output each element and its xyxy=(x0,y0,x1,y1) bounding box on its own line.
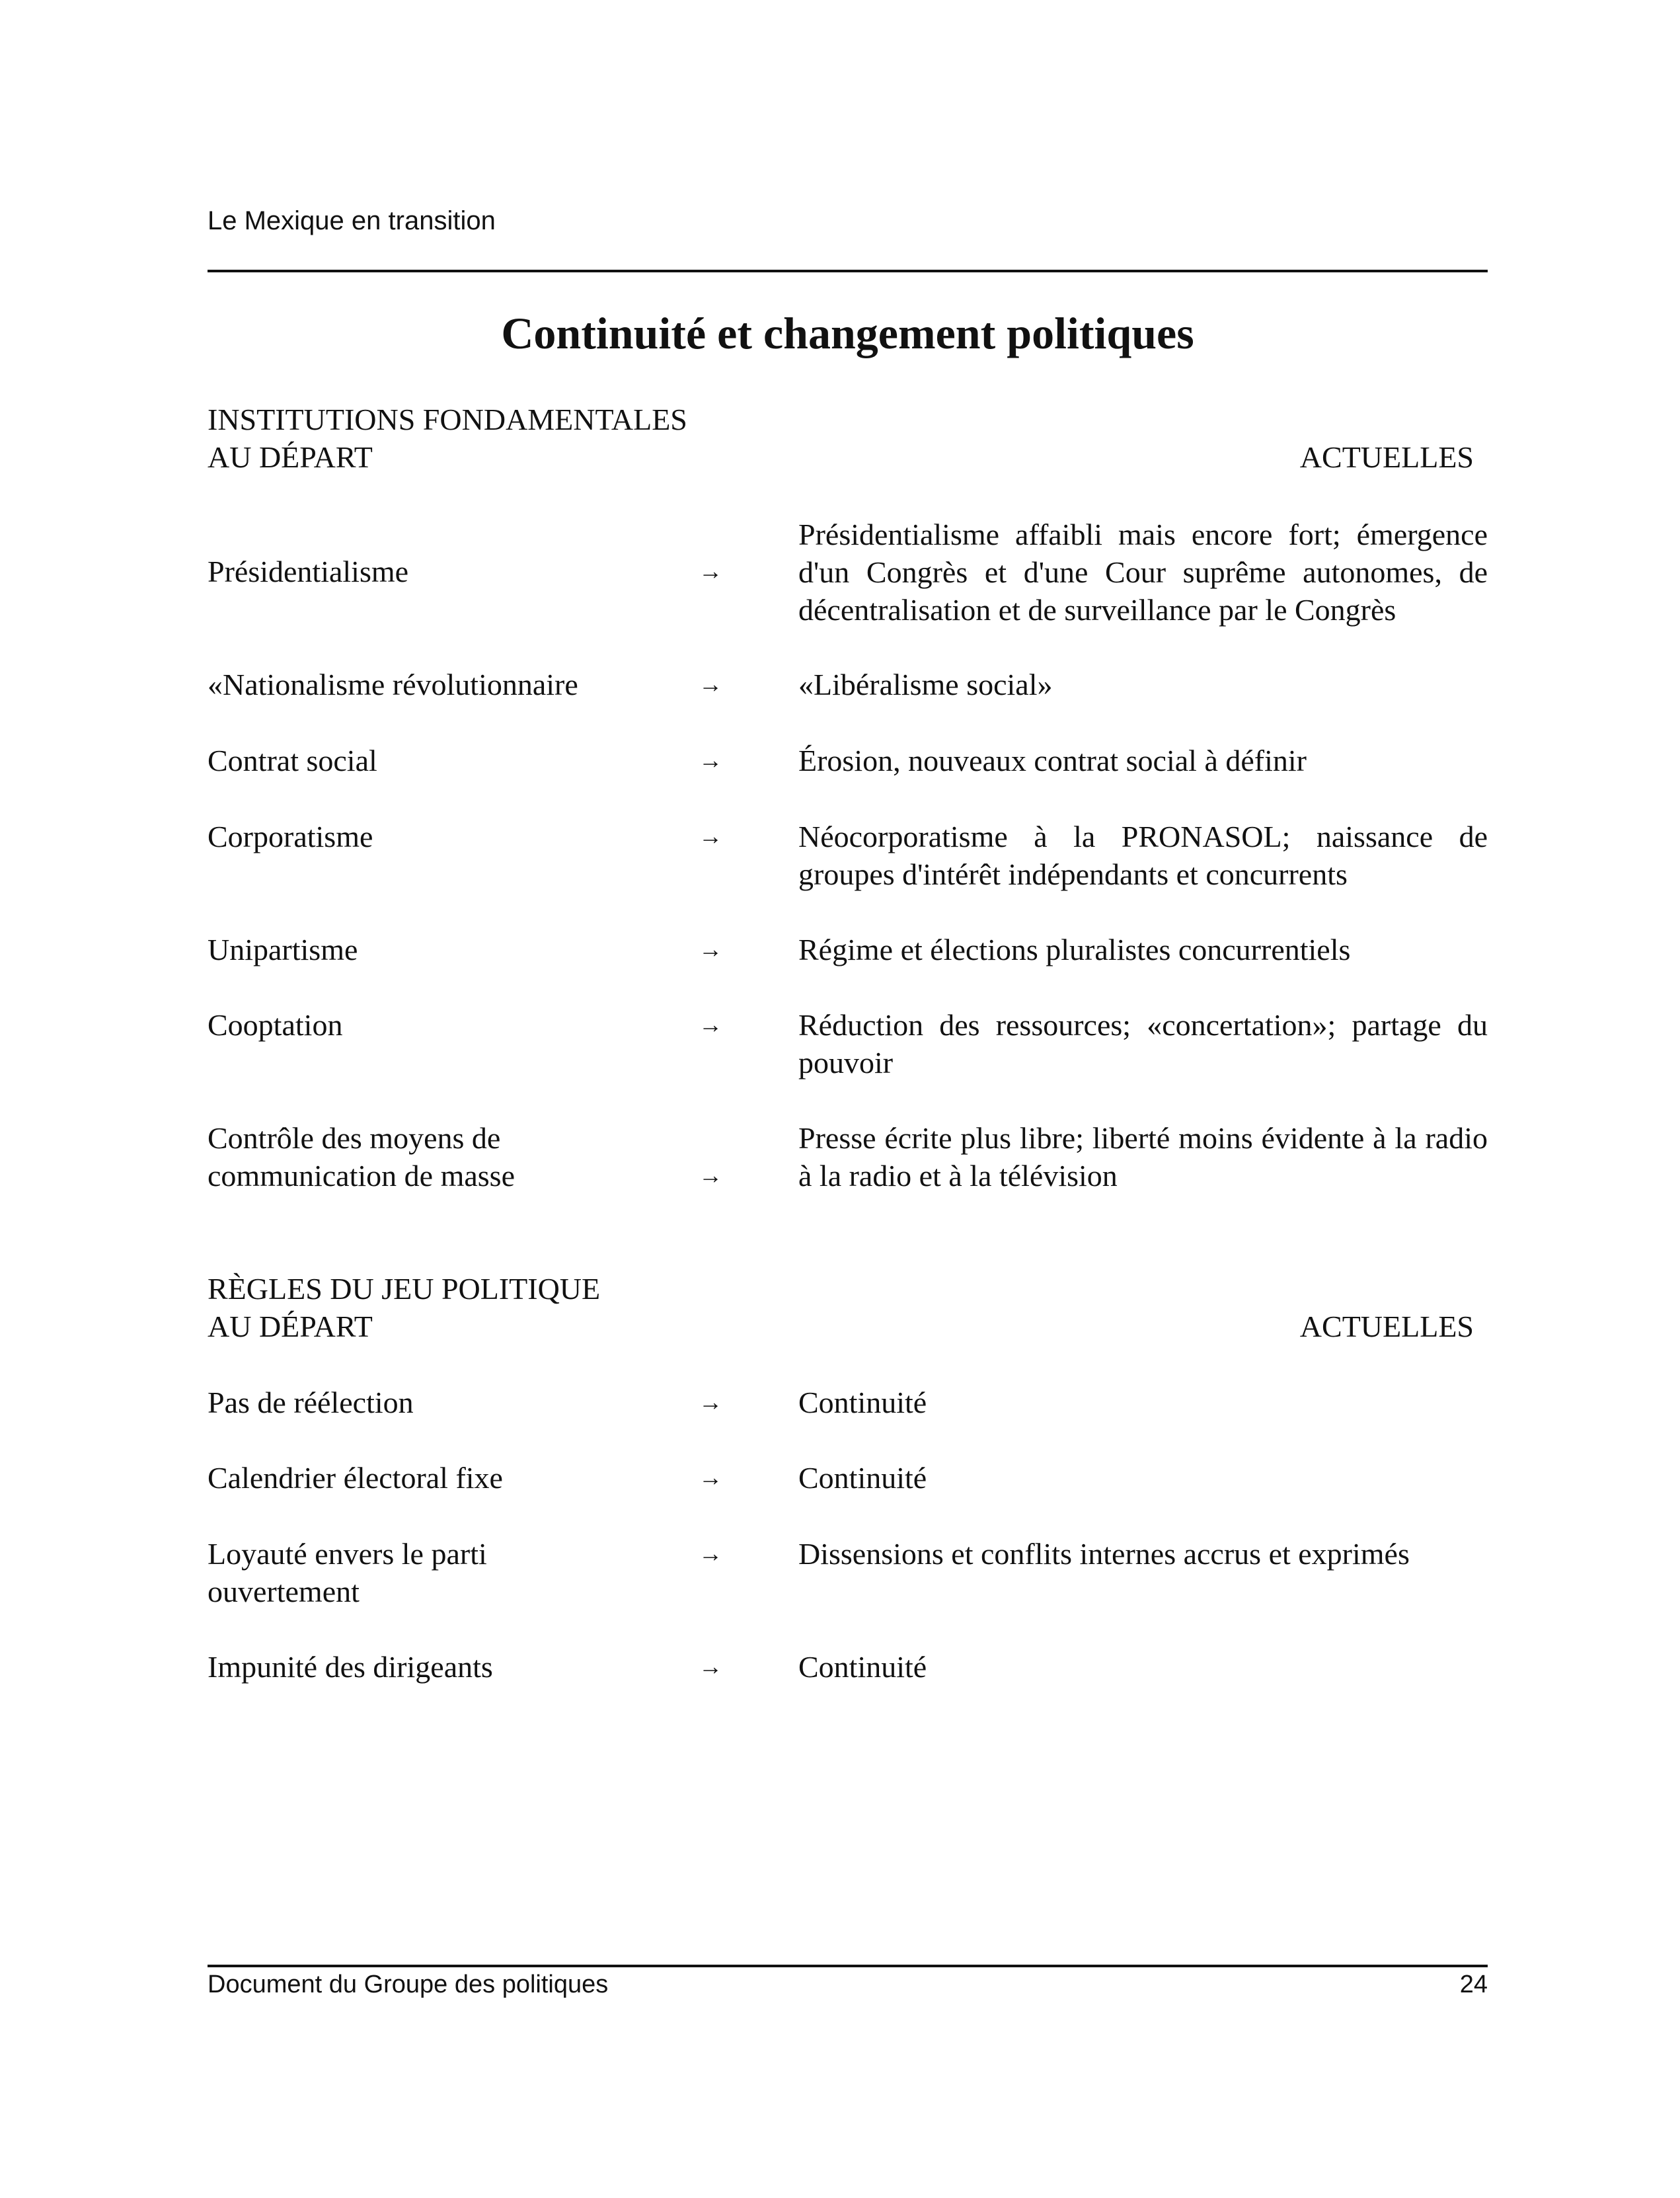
regles-heading-line2: AU DÉPART xyxy=(208,1310,373,1343)
institution-left-nationalisme: «Nationalisme révolutionnaire xyxy=(208,668,578,701)
institution-right-controle-medias: Presse écrite plus libre; liberté moins évidente à la radio à la radio et à la télévision xyxy=(798,1121,1488,1193)
header-rule xyxy=(208,270,1488,272)
arrow-icon: → xyxy=(699,1389,722,1415)
institution-right-cooptation: Réduction des ressources; «concertation»; partage du pouvoir xyxy=(798,1008,1488,1079)
arrow-icon: → xyxy=(699,1011,722,1038)
institution-left-contrat-social: Contrat social xyxy=(208,744,377,777)
regle-right-loyaute: Dissensions et conflits internes accrus et exprimés xyxy=(798,1537,1410,1571)
institution-left-cooptation: Cooptation xyxy=(208,1008,343,1042)
regles-right-heading: ACTUELLES xyxy=(1299,1310,1474,1343)
regle-left-loyaute: Loyauté envers le parti ouvertement xyxy=(208,1537,487,1608)
arrow-icon: → xyxy=(699,1540,722,1567)
page-title: Continuité et changement politiques xyxy=(501,308,1194,358)
regle-left-impunite: Impunité des dirigeants xyxy=(208,1650,493,1684)
arrow-icon: → xyxy=(699,1653,722,1680)
footer-rule xyxy=(208,1965,1488,1967)
regle-right-calendrier: Continuité xyxy=(798,1461,927,1495)
institution-right-unipartisme: Régime et élections pluralistes concurrentiels xyxy=(798,933,1351,966)
regle-left-calendrier: Calendrier électoral fixe xyxy=(208,1461,503,1495)
institutions-heading-line2: AU DÉPART xyxy=(208,440,373,474)
regle-right-impunite: Continuité xyxy=(798,1650,927,1684)
arrow-icon: → xyxy=(699,1464,722,1491)
running-header: Le Mexique en transition xyxy=(208,206,496,235)
arrow-icon: → xyxy=(699,936,722,962)
arrow-icon: → xyxy=(699,671,722,697)
institution-right-presidentialisme: Présidentialisme affaibli mais encore fort; émergence d'un Congrès et d'une Cour suprême autonomes, de décentralisation et de surveillance par le Congrès xyxy=(798,518,1488,627)
institution-right-contrat-social: Érosion, nouveaux contrat social à définir xyxy=(798,744,1307,777)
institutions-right-heading: ACTUELLES xyxy=(1299,440,1474,474)
page-number: 24 xyxy=(1459,1971,1488,1998)
arrow-icon: → xyxy=(699,823,722,849)
institution-left-corporatisme: Corporatisme xyxy=(208,820,373,853)
institutions-heading-line1: INSTITUTIONS FONDAMENTALES xyxy=(208,403,687,436)
regle-left-reelection: Pas de réélection xyxy=(208,1386,414,1419)
institution-left-presidentialisme: Présidentialisme xyxy=(208,555,409,588)
regle-right-reelection: Continuité xyxy=(798,1386,927,1419)
regles-heading-line1: RÈGLES DU JEU POLITIQUE xyxy=(208,1272,601,1306)
institution-left-unipartisme: Unipartisme xyxy=(208,933,358,966)
institution-right-nationalisme: «Libéralisme social» xyxy=(798,668,1053,701)
institution-left-controle-medias: Contrôle des moyens de communication de masse xyxy=(208,1121,515,1193)
arrow-icon: → xyxy=(699,1162,722,1189)
footer-document-label: Document du Groupe des politiques xyxy=(208,1971,609,1998)
institution-right-corporatisme: Néocorporatisme à la PRONASOL; naissance de groupes d'intérêt indépendants et concurrents xyxy=(798,820,1488,891)
arrow-icon: → xyxy=(699,747,722,773)
arrow-icon: → xyxy=(699,558,722,584)
